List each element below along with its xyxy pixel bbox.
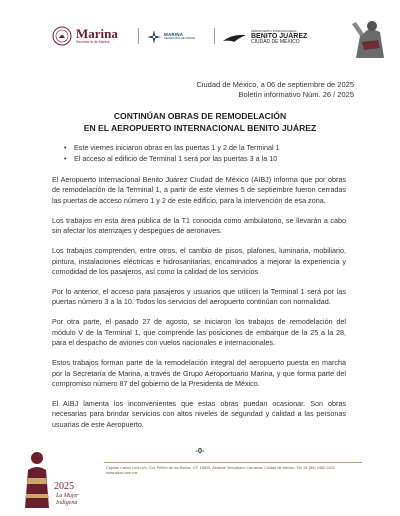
bulletin-title: [0, 110, 400, 134]
airplane-icon: [222, 32, 248, 44]
bulletin-body: [52, 175, 346, 440]
heroine-figure-icon: [350, 18, 386, 60]
aicm-logo-name: BENITO JUÁREZ: [251, 33, 308, 40]
body-paragraph: El AIBJ lamenta los inconvenientes que estas obras puedan ocasionar. Son obras necesarias para brindar servicios con altos niveles de seguridad y calidad a las personas usuarias de este Aeropuerto.: [52, 399, 346, 429]
body-paragraph: Estos trabajos forman parte de la remodelación integral del aeropuerto puesta en marcha por la Secretaría de Marina, a través de Grupo Aeroportuario Marina, y que forma parte del compromiso número 87 del gobierno de la Presidenta de México.: [52, 358, 346, 389]
marina-logo: [52, 26, 118, 46]
footer-divider: [104, 462, 362, 463]
footer-url[interactable]: www.aicm.com.mx: [106, 471, 138, 475]
aicm-logo-city: CIUDAD DE MÉXICO: [251, 39, 300, 45]
title-line-2: EN EL AEROPUERTO INTERNACIONAL BENITO JUÁREZ: [83, 123, 317, 133]
year-label: 2025: [54, 481, 74, 492]
body-paragraph: Los trabajos en esta área pública de la T1 conocida como ambulatorio, se llevarán a cabo sin afectar los aterrizajes y despegues de aeronaves.: [52, 215, 346, 236]
body-paragraph: Los trabajos comprenden, entre otros, el cambio de pisos, plafones, luminaria, mobiliario, pintura, instalaciones eléctricas e hidrosanitarias, encaminados a mejorar la experiencia y comodidad de los pasajeros, así como la calidad de los servicios: [52, 246, 346, 277]
place-date: Ciudad de México, a 06 de septiembre de 2025: [196, 80, 354, 89]
marina-star-logo-subtitle: SECRETARÍA DE MARINA: [164, 37, 196, 41]
bulletin-meta: [196, 80, 354, 100]
compass-star-icon: [147, 30, 161, 44]
title-line-1: CONTINÚAN OBRAS DE REMODELACIÓN: [113, 111, 287, 121]
mexican-seal-icon: [52, 26, 72, 46]
marina-logo-subtitle: Secretaría de Marina: [76, 40, 110, 45]
logo-divider: [138, 28, 139, 44]
footer-address-block: [106, 466, 368, 476]
bulletin-number: Boletín informativo Núm. 26 / 2025: [238, 90, 354, 99]
aicm-logo: [222, 30, 307, 45]
footer-address: Capitán Carlos León s/n, Col. Peñón de los Baños, CP. 15620, Alcaldía Venustiano Carranza, Ciudad de México. Tel. 01 (55) 2482-2400: [106, 466, 335, 470]
body-paragraph: El Aeropuerto Internacional Benito Juárez Ciudad de México (AIBJ) informa que por obras de remodelación de la Terminal 1, a partir de este viernes 5 de septiembre fueron cerradas las puertas de acceso número 1 y 2 de este edificio, para la intervención de esa zona.: [52, 175, 346, 205]
year-subtitle: La Mujer Indígena: [56, 493, 79, 506]
indigenous-woman-figure-icon: [20, 448, 54, 508]
summary-bullet: • El acceso al edificio de Terminal 1 será por las puertas 3 a la 10: [64, 154, 280, 165]
marina-logo-name: Marina: [76, 26, 118, 42]
end-mark: -0-: [195, 446, 205, 455]
marina-star-logo-name: MARINA: [164, 31, 184, 37]
body-paragraph: Por otra parte, el pasado 27 de agosto, se iniciaron los trabajos de remodelación del módulo V de la Terminal 1, que comprende las posiciones de embarque de la 25 a la 28, para el despacho de aviones con vuelos nacionales e internacionales.: [52, 317, 346, 348]
letterhead: [0, 0, 400, 62]
marina-star-logo: [147, 30, 195, 44]
body-paragraph: Por lo anterior, el acceso para pasajeros y usuarios que utilicen la Terminal 1 será por las puertas número 3 a la 10. Todos los servicios del aeropuerto continúan con normalidad.: [52, 287, 346, 307]
aicm-logo-top: AEROPUERTO INTERNACIONAL: [251, 29, 298, 33]
logo-divider: [214, 28, 215, 44]
summary-bullets: [64, 143, 280, 164]
summary-bullet: • Este viernes iniciaron obras en las puertas 1 y 2 de la Terminal 1: [64, 143, 280, 154]
